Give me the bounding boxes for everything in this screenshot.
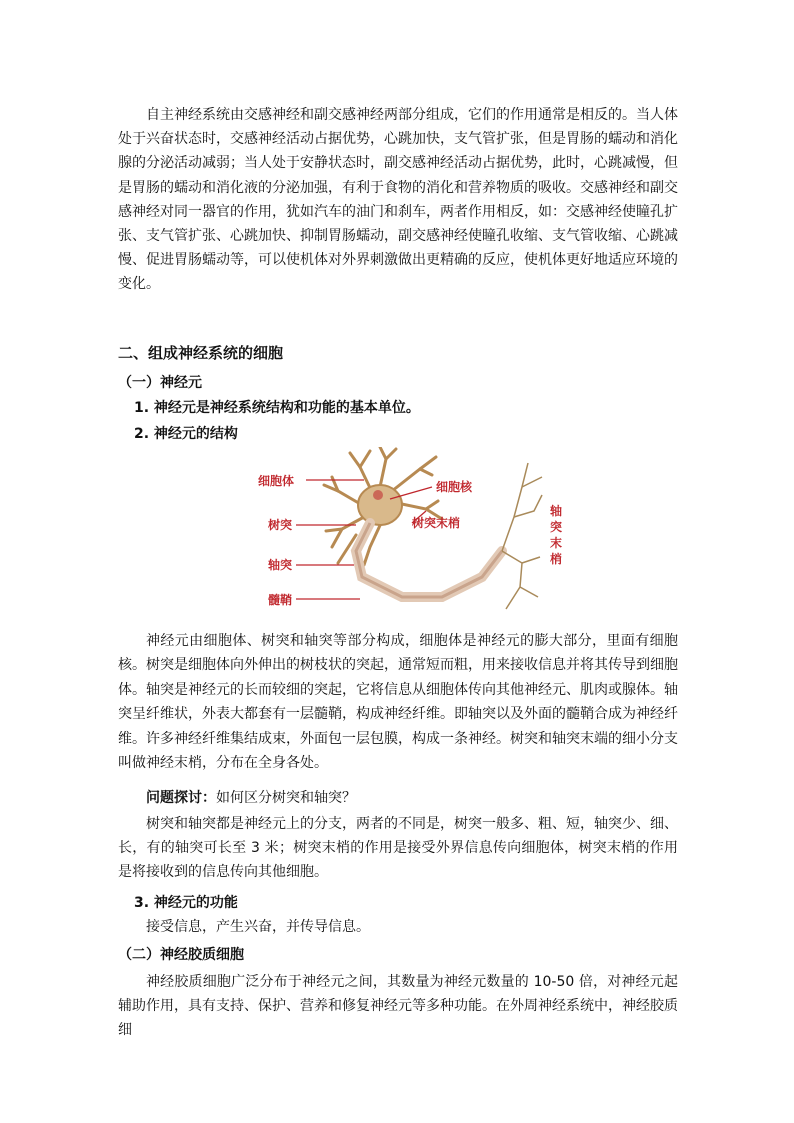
paragraph-neuron-function: 接受信息，产生兴奋，并传导信息。	[146, 919, 370, 935]
label-axon-terminal-3: 末	[550, 536, 563, 550]
label-axon-terminal-4: 梢	[550, 552, 563, 566]
paragraph-dendrite-vs-axon: 树突和轴突都是神经元上的分支，两者的不同是，树突一般多、粗、短，轴突少、细、长，有的轴突可长至 3 米；树突末梢的作用是接受外界信息传向细胞体，树突末梢的作用是将接收到的信息传向其他细胞。	[118, 816, 678, 881]
label-nucleus: 细胞核	[436, 480, 473, 494]
label-myelin: 髓鞘	[268, 593, 293, 607]
item-title-neuron-structure: 2. 神经元的结构	[134, 426, 238, 442]
question-label: 问题探讨：	[146, 790, 216, 806]
axon-shape	[356, 523, 502, 597]
item-title-neuron-function: 3. 神经元的功能	[134, 895, 238, 911]
question-text: 如何区分树突和轴突？	[216, 790, 356, 806]
axon-terminal-branches	[502, 463, 542, 609]
subsection-title-glial-cells: （二）神经胶质细胞	[118, 947, 244, 963]
label-dendrite: 树突	[268, 518, 293, 532]
paragraph-autonomic-nervous-system: 自主神经系统由交感神经和副交感神经两部分组成，它们的作用通常是相反的。当人体处于兴奋状态时，交感神经活动占据优势，心跳加快，支气管扩张，但是胃肠的蠕动和消化腺的分泌活动减弱；当人处于安静状态时，副交感神经活动占据优势，此时，心跳减慢，但是胃肠的蠕动和消化液的分泌加强，有利于食物的消化和营养物质的吸收。交感神经和副交感神经对同一器官的作用，犹如汽车的油门和刹车，两者作用相反，如：交感神经使瞳孔扩张、支气管扩张、心跳加快、抑制胃肠蠕动，副交感神经使瞳孔收缩、支气管收缩、心跳减慢、促进胃肠蠕动等，可以使机体对外界刺激做出更精确的反应，使机体更好地适应环境的变化。	[118, 107, 678, 293]
subsection-title-neuron: （一）神经元	[118, 375, 202, 391]
label-axon: 轴突	[268, 558, 293, 572]
label-dendrite-terminal: 树突末梢	[412, 516, 461, 530]
neuron-structure-figure	[252, 447, 572, 619]
section-title-nerve-cells: 二、组成神经系统的细胞	[118, 344, 284, 362]
nucleus-shape	[373, 490, 383, 500]
item-title-basic-unit: 1. 神经元是神经系统结构和功能的基本单位。	[134, 400, 420, 416]
neuron-illustration	[252, 447, 572, 619]
question-line	[146, 788, 356, 808]
paragraph-glial-cells: 神经胶质细胞广泛分布于神经元之间，其数量为神经元数量的 10-50 倍，对神经元起辅助作用，具有支持、保护、营养和修复神经元等多种功能。在外周神经系统中，神经胶质细	[118, 974, 678, 1039]
label-cell-body: 细胞体	[258, 474, 295, 488]
paragraph-neuron-structure: 神经元由细胞体、树突和轴突等部分构成，细胞体是神经元的膨大部分，里面有细胞核。树突是细胞体向外伸出的树枝状的突起，通常短而粗，用来接收信息并将其传导到细胞体。轴突是神经元的长而较细的突起，它将信息从细胞体传向其他神经元、肌肉或腺体。轴突呈纤维状，外表大都套有一层髓鞘，构成神经纤维。即轴突以及外面的髓鞘合成为神经纤维。许多神经纤维集结成束，外面包一层包膜，构成一条神经。树突和轴突末端的细小分支叫做神经末梢，分布在全身各处。	[118, 633, 678, 772]
label-axon-terminal-2: 突	[550, 520, 563, 534]
label-axon-terminal-1: 轴	[550, 504, 563, 518]
